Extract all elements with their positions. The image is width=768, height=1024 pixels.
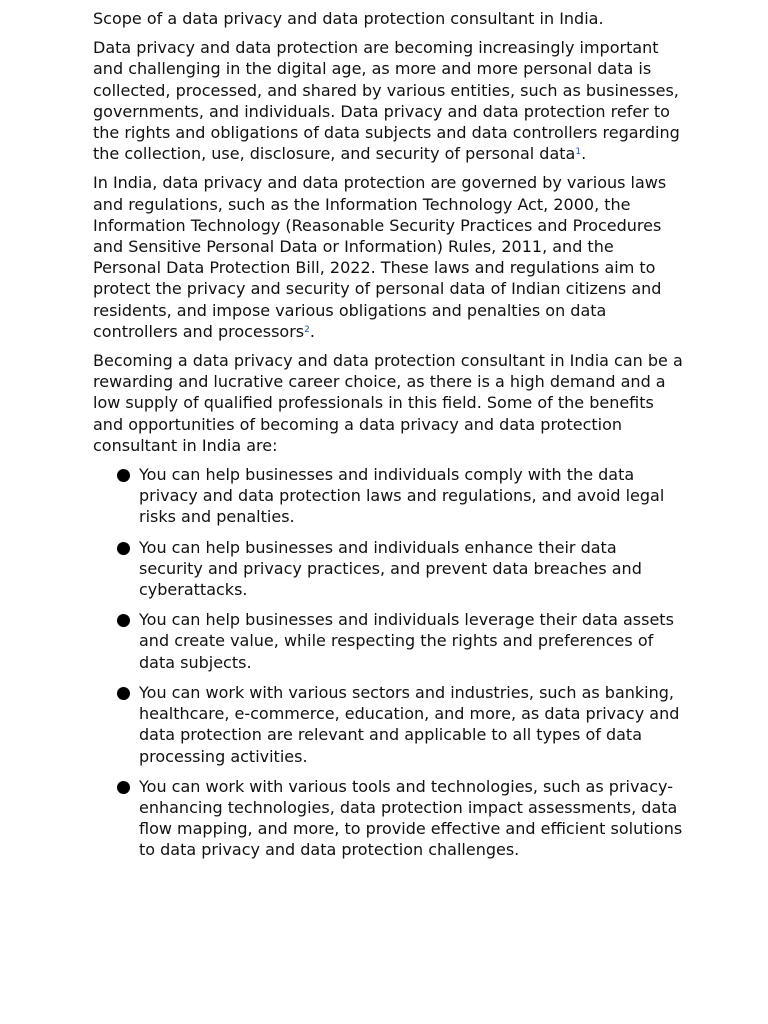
list-item xyxy=(93,682,683,767)
bullet-icon xyxy=(117,542,130,555)
list-item xyxy=(93,776,683,861)
list-item xyxy=(93,609,683,673)
benefits-list xyxy=(93,464,683,860)
footnote-link-1[interactable]: 1 xyxy=(575,147,582,158)
paragraph-career: Becoming a data privacy and data protection consultant in India can be a rewarding and lucrative career choice, as there is a high demand and a low supply of qualified professionals in this field. Some of the benefits and opportunities of becoming a data privacy and data protection consultant in India are: xyxy=(93,351,683,455)
list-item-text: You can work with various sectors and industries, such as banking, healthcare, e-commerce, education, and more, as data privacy and data protection are relevant and applicable to all types of data processing activities. xyxy=(139,682,680,766)
paragraph-intro xyxy=(93,37,683,164)
bullet-icon xyxy=(117,687,130,700)
document-title: Scope of a data privacy and data protection consultant in India. xyxy=(93,9,604,28)
paragraph-india-laws-text: In India, data privacy and data protection are governed by various laws and regulations, such as the Information Technology Act, 2000, the Information Technology (Reasonable Security Practices and Procedures and Sensitive Personal Data or Information) Rules, 2011, and the Personal Data Protection Bill, 2022. These laws and regulations aim to protect the privacy and security of personal data of Indian citizens and residents, and impose various obligations and penalties on data controllers and processors xyxy=(93,173,667,341)
bullet-icon xyxy=(117,614,130,627)
list-item-text: You can help businesses and individuals enhance their data security and privacy practices, and prevent data breaches and cyberattacks. xyxy=(139,537,642,600)
list-item-text: You can work with various tools and technologies, such as privacy-enhancing technologies, data protection impact assessments, data flow mapping, and more, to provide effective and efficient solutions to data privacy and data protection challenges. xyxy=(139,776,683,860)
paragraph-intro-end: . xyxy=(581,144,587,164)
bullet-icon xyxy=(117,781,130,794)
paragraph-india-laws xyxy=(93,172,683,342)
list-item xyxy=(93,537,683,601)
list-item-text: You can help businesses and individuals comply with the data privacy and data protection laws and regulations, and avoid legal risks and penalties. xyxy=(139,465,665,527)
list-item-text: You can help businesses and individuals leverage their data assets and create value, while respecting the rights and preferences of data subjects. xyxy=(139,610,674,672)
list-item xyxy=(93,464,683,528)
paragraph-india-laws-end: . xyxy=(309,321,315,341)
bullet-icon xyxy=(117,469,130,482)
paragraph-intro-text: Data privacy and data protection are becoming increasingly important and challenging in the digital age, as more and more personal data is collected, processed, and shared by various entities, such as businesses, governments, and individuals. Data privacy and data protection refer to the rights and obligations of data subjects and data controllers regarding the collection, use, disclosure, and security of personal data xyxy=(93,38,680,164)
footnote-link-2[interactable]: 2 xyxy=(304,324,310,335)
